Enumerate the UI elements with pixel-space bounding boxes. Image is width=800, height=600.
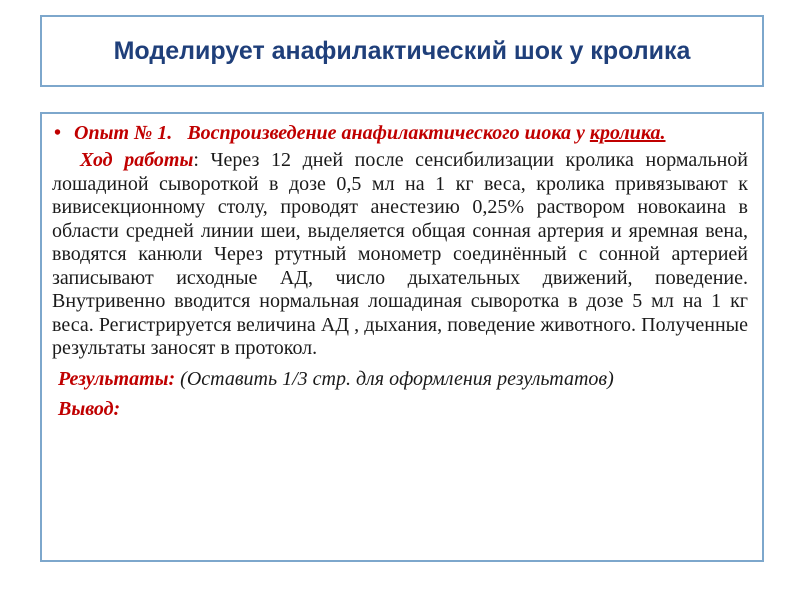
- experiment-title-end: кролика.: [589, 122, 666, 144]
- title-frame: [40, 15, 764, 87]
- conclusion-line: [52, 397, 748, 421]
- bullet-icon: •: [54, 122, 62, 144]
- results-label: Результаты:: [58, 367, 176, 390]
- experiment-label: Опыт № 1.: [74, 122, 188, 144]
- procedure-paragraph: [52, 149, 748, 361]
- procedure-text: Через 12 дней после сенсибилизации кролика нормальной лошадиной сывороткой в дозе 0,5 мл на 1 кг веса, кролика привязывают к вивисекционному столу, проводят анестезию 0,25% раствором новокаина в области средней линии шеи, выделяется общая сонная артерия и яремная вена, вводятся канюли Через ртутный монометр соединённый с сонной артерией записывают исходные АД, число дыхательных движений, поведение. Внутривенно вводится нормальная лошадиная сыворотка в дозе 5 мл на 1 кг веса. Регистрируется величина АД , дыхания, поведение животного. Полученные результаты заносят в протокол.: [52, 149, 748, 359]
- experiment-heading: [52, 122, 748, 145]
- procedure-colon: :: [193, 149, 211, 171]
- conclusion-label: Вывод:: [58, 397, 121, 420]
- content-frame: [40, 112, 764, 562]
- procedure-label: Ход работы: [80, 149, 194, 171]
- experiment-title: Воспроизведение анафилактического шока у: [187, 122, 590, 144]
- results-line: [52, 367, 748, 391]
- results-note: (Оставить 1/3 стр. для оформления результатов): [175, 367, 614, 390]
- slide-title: Моделирует анафилактический шок у кролика: [113, 36, 691, 65]
